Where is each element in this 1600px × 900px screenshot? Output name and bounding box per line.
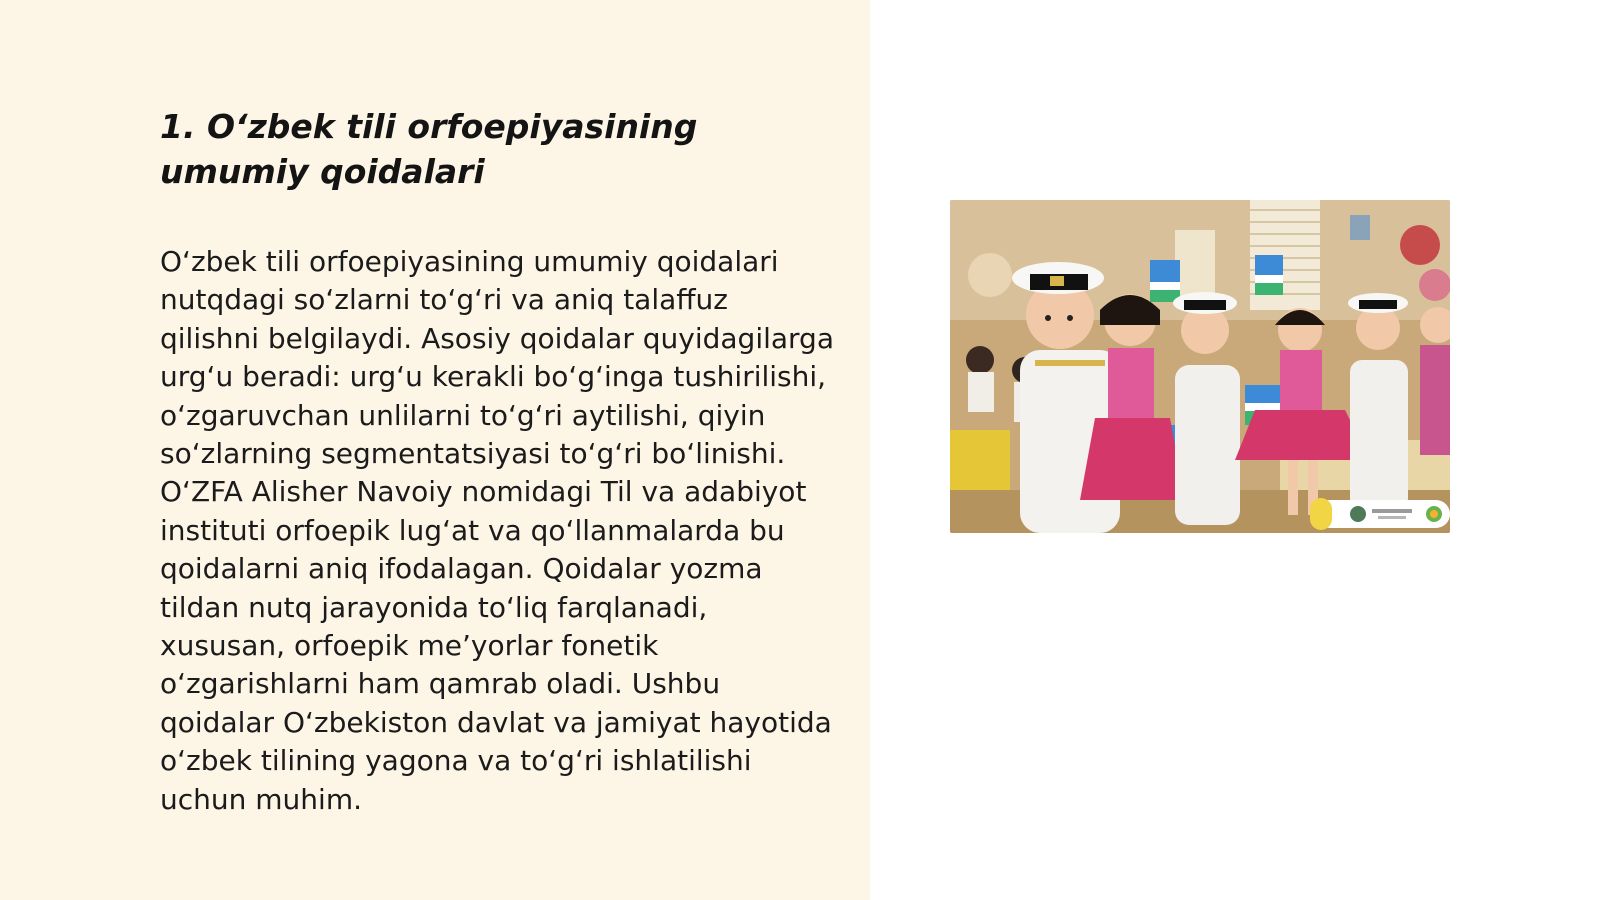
classroom-photo (950, 200, 1450, 533)
slide-body-text: O‘zbek tili orfoepiyasining umumiy qoidalari nutqdagi so‘zlarni to‘g‘ri va aniq talaffuz qilishni belgilaydi. Asosiy qoidalar quyidagilarga urg‘u beradi: urg‘u kerakli bo‘g‘inga tushirilishi, o‘zgaruvchan unlilarni to‘g‘ri aytilishi, qiyin so‘zlarning segmentatsiyasi to‘g‘ri bo‘linishi. O‘ZFA Alisher Navoiy nomidagi Til va adabiyot instituti orfoepik lug‘at va qo‘llanmalarda bu qoidalarni aniq ifodalagan. Qoidalar yozma tildan nutq jarayonida to‘liq farqlanadi, xususan, orfoepik me’yorlar fonetik o‘zgarishlarni ham qamrab oladi. Ushbu qoidalar O‘zbekiston davlat va jamiyat hayotida o‘zbek tilining yagona va to‘g‘ri ishlatilishi uchun muhim. (160, 245, 834, 816)
slide-title: 1. O‘zbek tili orfoepiyasining umumiy qoidalari (160, 107, 698, 191)
